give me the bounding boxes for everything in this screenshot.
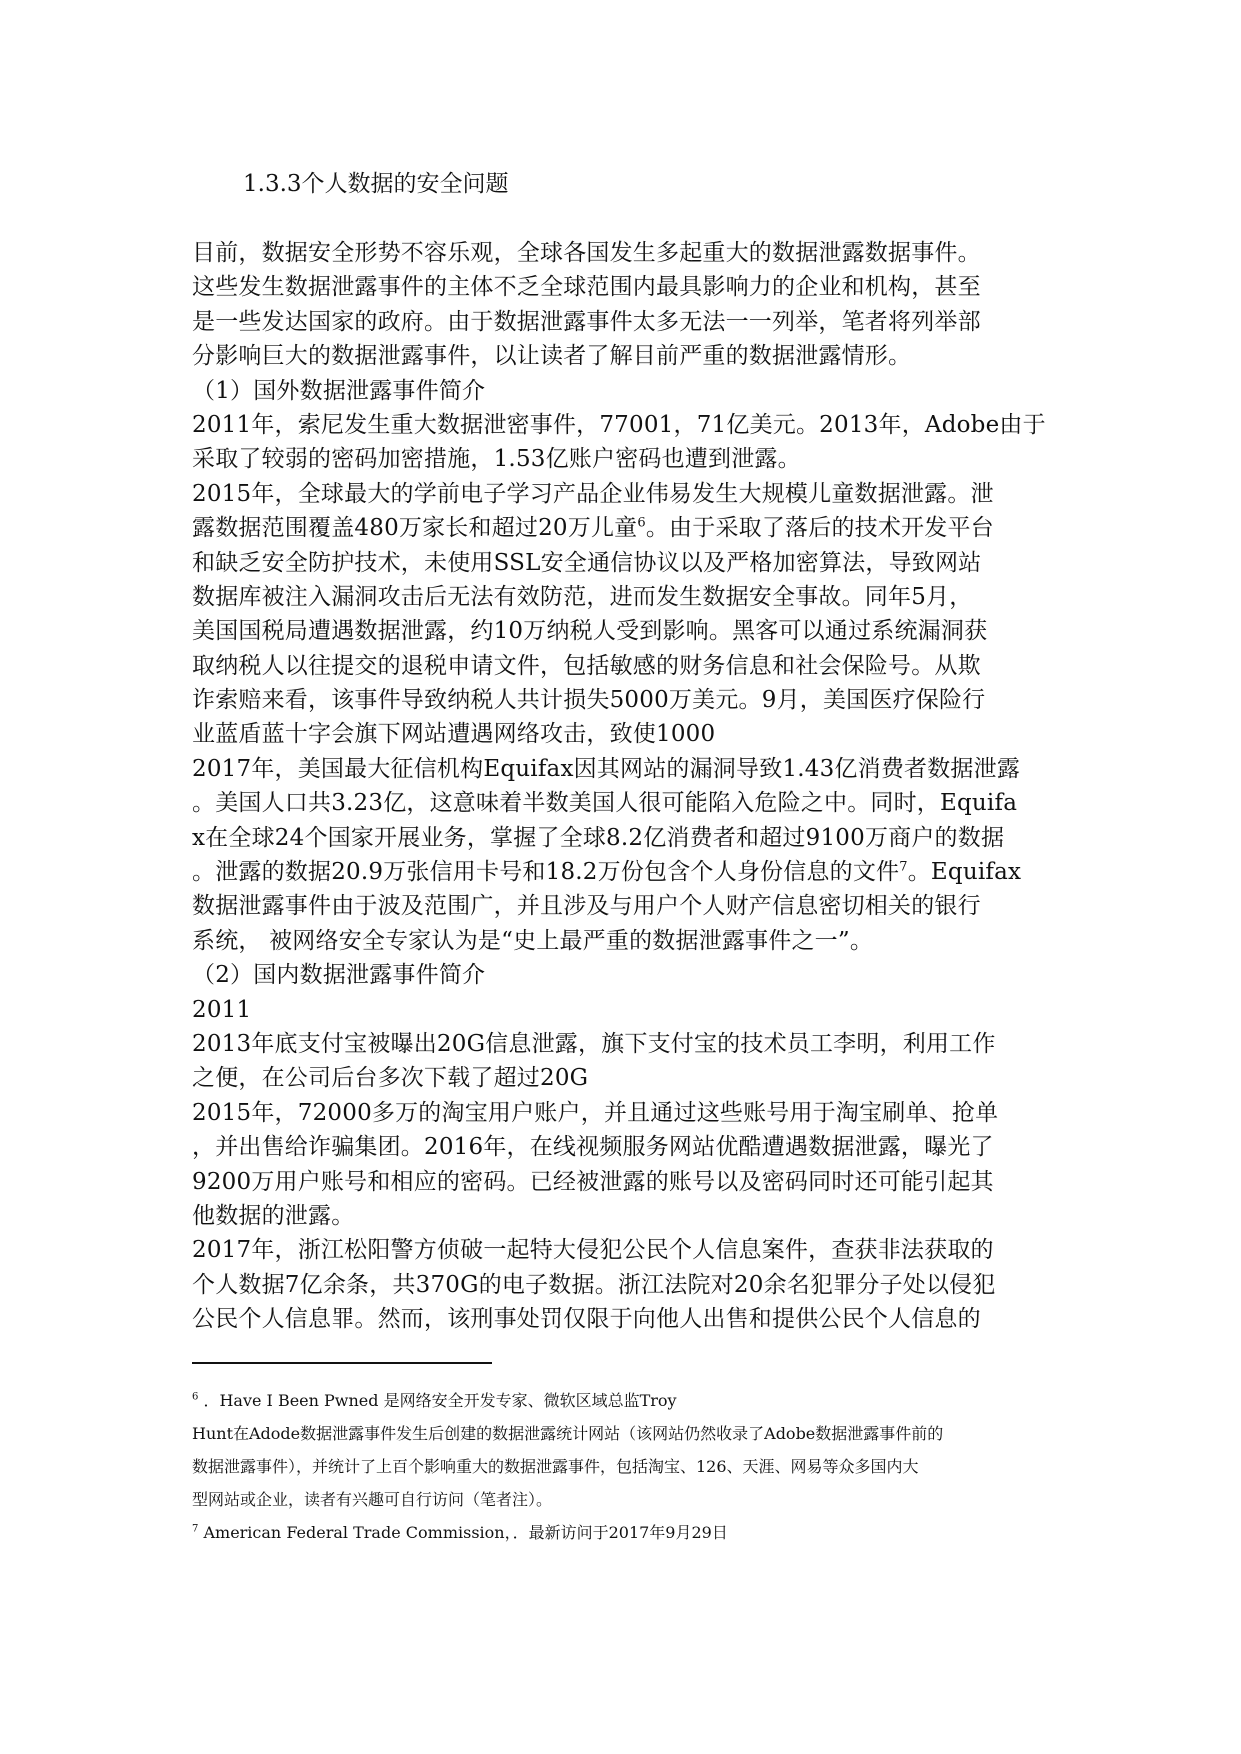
- text-line: [192, 546, 1052, 580]
- line-text: 业蓝盾蓝十字会旗下网站遭遇网络攻击，致使1000: [192, 721, 716, 748]
- text-line: [192, 821, 1052, 855]
- text-line: [192, 442, 1052, 476]
- line-text: 2015年，72000多万的淘宝用户账户，并且通过这些账号用于淘宝刷单、抢单: [192, 1099, 999, 1126]
- line-text-continued: 。由于采取了落后的技术开发平台: [645, 515, 994, 542]
- line-text: （2）国内数据泄露事件简介: [192, 962, 486, 989]
- line-text: 2017年，浙江松阳警方侦破一起特大侵犯公民个人信息案件，查获非法获取的: [192, 1237, 994, 1264]
- text-line: [192, 1233, 1052, 1267]
- text-line: [192, 1096, 1052, 1130]
- line-text-continued: 。Equifax: [907, 859, 1022, 886]
- text-line: [192, 305, 1052, 339]
- line-text: 。美国人口共3.23亿，这意味着半数美国人很可能陷入危险之中。同时，Equifa: [192, 790, 1018, 817]
- line-text: 他数据的泄露。: [192, 1202, 355, 1229]
- text-line: [192, 889, 1052, 923]
- line-text: 2011: [192, 996, 252, 1023]
- line-text: 。泄露的数据20.9万张信用卡号和18.2万份包含个人身份信息的文件: [192, 859, 900, 886]
- text-line: [192, 1268, 1052, 1302]
- line-text: 个人数据7亿余条，共370G的电子数据。浙江法院对20余名犯罪分子处以侵犯: [192, 1271, 996, 1298]
- text-line: [192, 924, 1052, 958]
- footnote-reference[interactable]: 7: [899, 859, 908, 875]
- footnote-line: [192, 1516, 1072, 1549]
- line-text: 2015年，全球最大的学前电子学习产品企业伟易发生大规模儿童数据泄露。泄: [192, 480, 994, 507]
- line-text: 系统， 被网络安全专家认为是“史上最严重的数据泄露事件之一”。: [192, 927, 874, 954]
- text-line: [192, 511, 1052, 545]
- line-text: x在全球24个国家开展业务，掌握了全球8.2亿消费者和超过9100万商户的数据: [192, 824, 1005, 851]
- text-line: [192, 752, 1052, 786]
- text-line: [192, 270, 1052, 304]
- footnote-number: 6: [192, 1391, 199, 1403]
- body-text: [192, 236, 1052, 1337]
- text-line: [192, 1061, 1052, 1095]
- footnote-line: [192, 1417, 1072, 1450]
- text-line: [192, 1130, 1052, 1164]
- text-line: [192, 1302, 1052, 1336]
- text-line: [192, 580, 1052, 614]
- line-text: 分影响巨大的数据泄露事件，以让读者了解目前严重的数据泄露情形。: [192, 343, 912, 370]
- line-text: 这些发生数据泄露事件的主体不乏全球范围内最具影响力的企业和机构，甚至: [192, 274, 981, 301]
- text-line: [192, 786, 1052, 820]
- line-text: 2011年，索尼发生重大数据泄密事件，77001，71亿美元。2013年，Adobe由于: [192, 411, 1046, 438]
- text-line: [192, 1027, 1052, 1061]
- text-line: [192, 374, 1052, 408]
- text-line: [192, 855, 1052, 889]
- line-text: 取纳税人以往提交的退税申请文件，包括敏感的财务信息和社会保险号。从欺: [192, 652, 981, 679]
- text-line: [192, 477, 1052, 511]
- text-line: [192, 408, 1052, 442]
- text-line: [192, 236, 1052, 270]
- footnote-text: Hunt在Adode数据泄露事件发生后创建的数据泄露统计网站（该网站仍然收录了Adobe数据泄露事件前的: [192, 1424, 944, 1443]
- text-line: [192, 339, 1052, 373]
- text-line: [192, 683, 1052, 717]
- line-text: 和缺乏安全防护技术，未使用SSL安全通信协议以及严格加密算法，导致网站: [192, 549, 982, 576]
- footnote-text: 型网站或企业，读者有兴趣可自行访问（笔者注）。: [192, 1490, 553, 1509]
- line-text: （1）国外数据泄露事件简介: [192, 377, 486, 404]
- footnotes: [192, 1384, 1072, 1549]
- line-text: 2013年底支付宝被曝出20G信息泄露，旗下支付宝的技术员工李明，利用工作: [192, 1030, 996, 1057]
- line-text: 采取了较弱的密码加密措施，1.53亿账户密码也遭到泄露。: [192, 446, 801, 473]
- line-text: ，并出售给诈骗集团。2016年，在线视频服务网站优酷遭遇数据泄露，曝光了: [192, 1134, 994, 1161]
- footnote-number: 7: [192, 1523, 199, 1535]
- text-line: [192, 993, 1052, 1027]
- footnote-line: [192, 1384, 1072, 1417]
- footnote-divider: [192, 1362, 492, 1364]
- footnote-text: 数据泄露事件），并统计了上百个影响重大的数据泄露事件，包括淘宝、126、天涯、网易等众多国内大: [192, 1457, 919, 1476]
- text-line: [192, 1199, 1052, 1233]
- line-text: 数据库被注入漏洞攻击后无法有效防范，进而发生数据安全事故。同年5月，: [192, 583, 973, 610]
- line-text: 数据泄露事件由于波及范围广，并且涉及与用户个人财产信息密切相关的银行: [192, 893, 981, 920]
- text-line: [192, 958, 1052, 992]
- section-heading: 1.3.3个人数据的安全问题: [243, 171, 509, 197]
- line-text: 诈索赔来看，该事件导致纳税人共计损失5000万美元。9月，美国医疗保险行: [192, 687, 986, 714]
- line-text: 2017年，美国最大征信机构Equifax因其网站的漏洞导致1.43亿消费者数据泄露: [192, 755, 1021, 782]
- footnote-line: [192, 1450, 1072, 1483]
- line-text: 目前，数据安全形势不容乐观，全球各国发生多起重大的数据泄露数据事件。: [192, 240, 981, 266]
- footnote-text: ．Have I Been Pwned 是网络安全开发专家、微软区域总监Troy: [198, 1391, 677, 1410]
- line-text: 之便，在公司后台多次下载了超过20G: [192, 1065, 589, 1092]
- line-text: 是一些发达国家的政府。由于数据泄露事件太多无法一一列举，笔者将列举部: [192, 308, 981, 335]
- footnote-reference[interactable]: 6: [637, 515, 646, 531]
- text-line: [192, 649, 1052, 683]
- line-text: 公民个人信息罪。然而，该刑事处罚仅限于向他人出售和提供公民个人信息的: [192, 1306, 981, 1333]
- line-text: 露数据范围覆盖480万家长和超过20万儿童: [192, 515, 638, 542]
- text-line: [192, 717, 1052, 751]
- text-line: [192, 614, 1052, 648]
- footnote-line: [192, 1483, 1072, 1516]
- line-text: 9200万用户账号和相应的密码。已经被泄露的账号以及密码同时还可能引起其: [192, 1168, 994, 1195]
- text-line: [192, 1165, 1052, 1199]
- footnote-text: American Federal Trade Commission，．最新访问于2017年9月29日: [198, 1523, 728, 1542]
- line-text: 美国国税局遭遇数据泄露，约10万纳税人受到影响。黑客可以通过系统漏洞获: [192, 618, 988, 645]
